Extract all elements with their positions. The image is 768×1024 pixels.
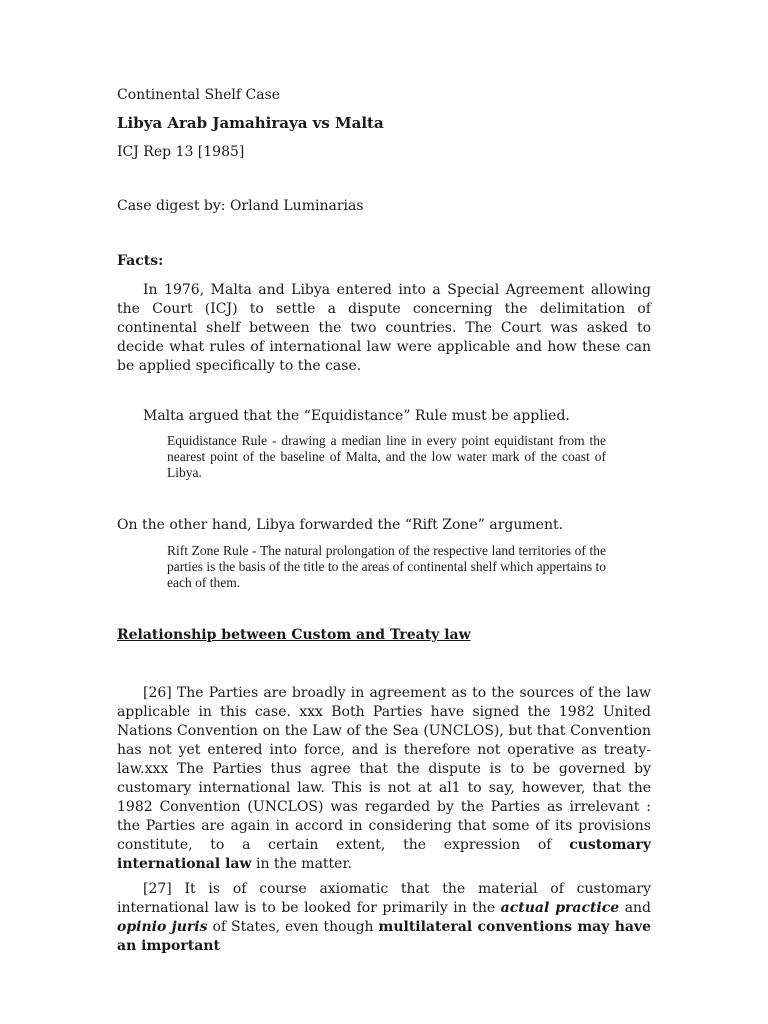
- case-name: Libya Arab Jamahiraya vs Malta: [117, 114, 384, 132]
- paragraph-27-and: and: [624, 900, 652, 916]
- rift-zone-rule-quote: Rift Zone Rule - The natural prolongation of the respective land territories of the parties is the basis of the title to the areas of continental shelf which appertains to each of them.: [167, 543, 606, 590]
- equidistance-rule-quote: Equidistance Rule - drawing a median line in every point equidistant from the nearest point of the baseline of Malta, and the low water mark of the coast of Libya.: [167, 433, 606, 480]
- digest-author: Case digest by: Orland Luminarias: [117, 198, 364, 214]
- paragraph-26: [117, 684, 651, 874]
- paragraph-26-end: in the matter.: [255, 856, 353, 872]
- paragraph-27-emphasis-conventions: multilateral conventions may have an important: [117, 919, 652, 954]
- document-title: Continental Shelf Case: [117, 87, 281, 103]
- case-citation: ICJ Rep 13 [1985]: [117, 144, 245, 160]
- paragraph-27-emphasis-practice: actual practice: [500, 900, 620, 916]
- paragraph-27-mid: of States, even though: [212, 919, 374, 935]
- paragraph-27: [117, 880, 651, 956]
- facts-heading: Facts:: [117, 253, 164, 269]
- libya-argument: On the other hand, Libya forwarded the “Rift Zone” argument.: [117, 517, 564, 533]
- paragraph-27-emphasis-opinio: opinio juris: [117, 919, 208, 935]
- facts-paragraph: In 1976, Malta and Libya entered into a Special Agreement allowing the Court (ICJ) to settle a dispute concerning the delimitation of continental shelf between the two countries. The Court was asked to decide what rules of international law were applicable and how these can be applied specifically to the case.: [117, 282, 651, 374]
- paragraph-26-emphasis: customary international law: [117, 837, 651, 872]
- section-heading: Relationship between Custom and Treaty law: [117, 627, 471, 643]
- malta-argument: Malta argued that the “Equidistance” Rule must be applied.: [143, 408, 570, 424]
- paragraph-27-start: [27] It is of course axiomatic that the material of customary international law is to be looked for primarily in the: [117, 881, 651, 916]
- paragraph-26-text: [26] The Parties are broadly in agreement as to the sources of the law applicable in this case. xxx Both Parties have signed the 1982 United Nations Convention on the Law of the Sea (UNCLOS), but that Convention has not yet entered into force, and is therefore not operative as treaty-law.xxx The Parties thus agree that the dispute is to be governed by customary international law. This is not at al1 to say, however, that the 1982 Convention (UNCLOS) was regarded by the Parties as irrelevant : the Parties are again in accord in considering that some of its provisions constitute, to a certain extent, the expression of: [117, 685, 651, 853]
